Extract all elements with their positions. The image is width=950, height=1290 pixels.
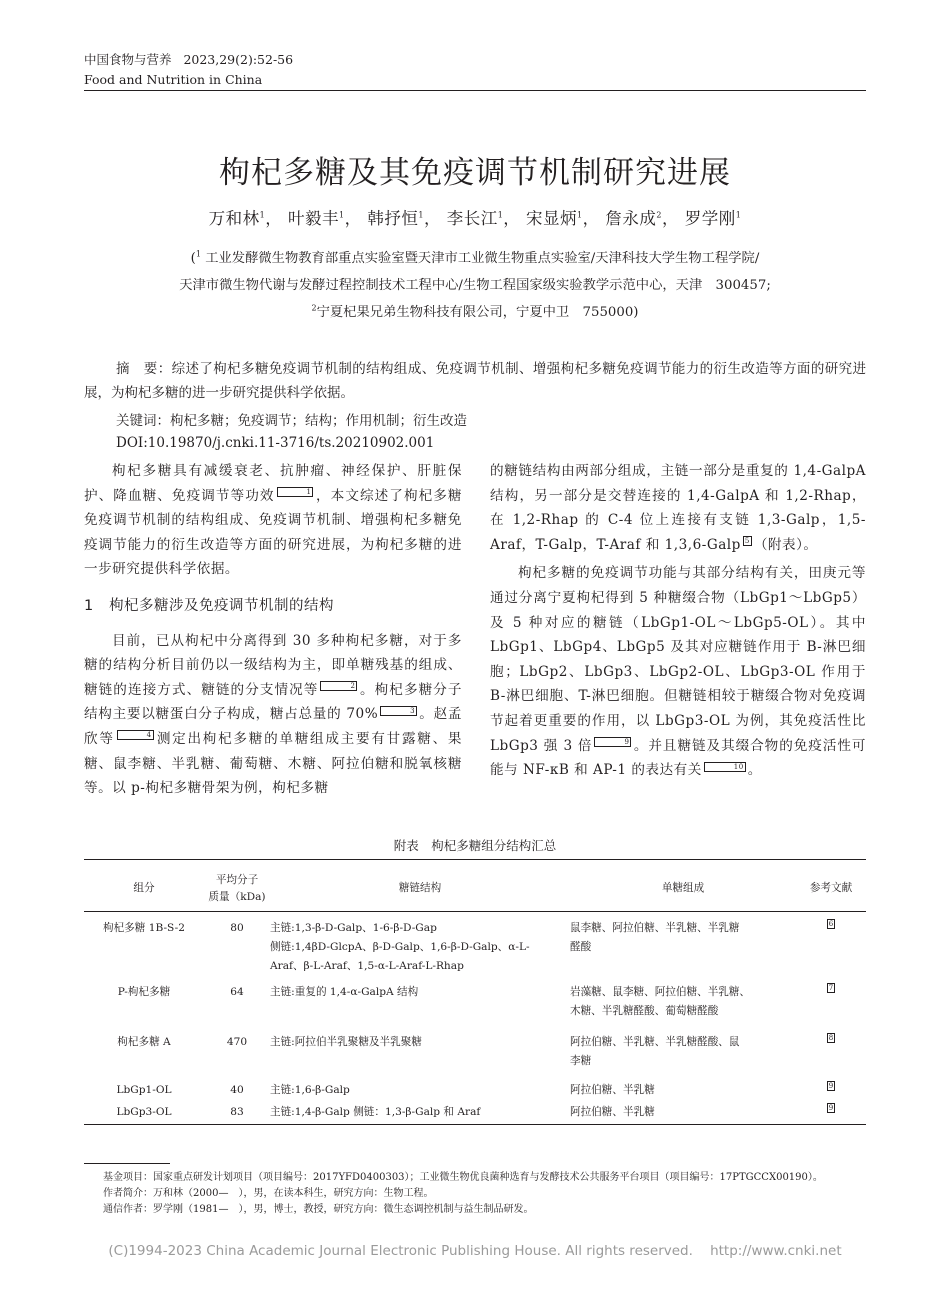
header-mono: 单糖组成 xyxy=(661,882,705,894)
citation: 7 xyxy=(828,984,834,993)
header-group: 组分 xyxy=(133,882,155,894)
citation: 2 xyxy=(320,681,357,691)
footnote-fund: 基金项目：国家重点研发计划项目（项目编号：2017YFD0400303）；工业微生物优良菌种选育与发酵技术公共服务平台项目（项目编号：17PTGCCX00190）。 xyxy=(103,1172,823,1183)
citation: 9 xyxy=(828,1104,834,1113)
table-row: LbGp3-OL 83 主链:1,4-β-Galp 侧链：1,3-β-Galp 和 Araf 阿拉伯糖、半乳糖 9 xyxy=(116,1104,834,1118)
table-header-row xyxy=(84,866,866,911)
table-top-rule xyxy=(84,859,866,860)
author: 叶毅丰$^1$ xyxy=(288,209,345,228)
journal-header xyxy=(84,52,293,68)
section-heading: 1 枸杞多糖涉及免疫调节机制的结构 xyxy=(84,597,335,614)
table-row: 枸杞多糖 A 470 主链:阿拉伯半乳聚糖及半乳聚糖 阿拉伯糖、半乳糖、半乳糖醛酸、鼠 李糖 8 xyxy=(117,1034,834,1067)
affiliation-line-2: 天津市微生物代谢与发酵过程控制技术工程中心/生物工程国家级实验教学示范中心，天津 300457; xyxy=(179,278,771,293)
table-caption: 附表 枸杞多糖组分结构汇总 xyxy=(393,838,557,853)
abstract xyxy=(84,358,866,405)
table-row: 枸杞多糖 1B-S-2 80 主链:1,3-β-D-Galp、1-6-β-D-Gap 侧链:1,4βD-GlcpA、β-D-Galp、1,6-β-D-Galp、α-L- Araf、β-L-Araf、1,5-α-L-Araf-L-Rhap 鼠李糖、阿拉伯糖、半乳糖、半乳糖 醛酸 6 xyxy=(102,920,834,972)
footnote-rule xyxy=(84,1163,170,1164)
affiliation-line-1: ($^1$ 工业发酵微生物教育部重点实验室暨天津市工业微生物重点实验室/天津科技大学生物工程学院/ xyxy=(190,249,760,266)
citation: 1 xyxy=(277,487,314,497)
citation: 10 xyxy=(704,762,746,772)
author: 万和林$^1$ xyxy=(208,209,266,228)
header-chain: 糖链结构 xyxy=(398,882,442,894)
citation: 5 xyxy=(744,537,750,546)
journal-name-cn: 中国食物与营养 xyxy=(84,52,172,67)
author: 韩抒恒$^1$ xyxy=(367,209,424,228)
footnote-corresponding: 通信作者：罗学刚（1981— ），男，博士，教授，研究方向：微生态调控机制与益生制品研发。 xyxy=(103,1204,534,1215)
journal-volume: 2023,29(2):52-56 xyxy=(183,52,294,67)
footnote-author: 作者简介：万和林（2000— ），男，在读本科生，研究方向：生物工程。 xyxy=(103,1188,434,1199)
body-paragraph: 目前，已从枸杞中分离得到 30 多种枸杞多糖，对于多糖的结构分析目前仍以一级结构为主，即单糖残基的组成、糖链的连接方式、糖链的分支情况等 2 。枸杞多糖分子结构主要以糖蛋白分子构成，糖占总量的 70% 3 。赵孟欣等 4 测定出枸杞多糖的单糖组成主要有甘露糖、果糖、鼠李糖、半乳糖、葡萄糖、木糖、阿拉伯糖和脱氧核糖等。以 p-枸杞多糖骨架为例，枸杞多糖 xyxy=(84,632,463,797)
paper-title: 枸杞多糖及其免疫调节机制研究进展 xyxy=(219,155,731,191)
abstract-text: 综述了枸杞多糖免疫调节机制的结构组成、免疫调节机制、增强枸杞多糖免疫调节能力的衍生改造等方面的研究进展，为枸杞多糖的进一步研究提供科学依据。 xyxy=(84,361,867,401)
abstract-label: 摘 要： xyxy=(116,361,172,377)
header-rule xyxy=(84,90,866,91)
author: 李长江$^1$ xyxy=(446,209,504,228)
table-row: P-枸杞多糖 64 主链:重复的 1,4-α-GalpA 结构 岩藻糖、鼠李糖、阿拉伯糖、半乳糖、 木糖、半乳糖醛酸、葡萄糖醛酸 7 xyxy=(117,984,834,1017)
journal-name-en: Food and Nutrition in China xyxy=(84,72,263,87)
doi: DOI:10.19870/j.cnki.11-3716/ts.20210902.001 xyxy=(116,435,435,451)
keywords: 关键词：枸杞多糖；免疫调节；结构；作用机制；衍生改造 xyxy=(116,413,467,429)
citation: 6 xyxy=(828,920,834,929)
header-ref: 参考文献 xyxy=(809,882,853,894)
body-paragraph: 的糖链结构由两部分组成，主链一部分是重复的 1,4-GalpA 结构，另一部分是交替连接的 1,4-GalpA 和 1,2-Rhap，在 1,2-Rhap 的 C-4 位上连接有支链 1,3-Galp，1,5-Araf，T-Galp，T-Araf 和 1,3,6-Galp 5 （附表）。 xyxy=(490,463,866,553)
copyright-line: (C)1994-2023 China Academic Journal Electronic Publishing House. All rights reserved. http://www.cnki.net xyxy=(108,1243,842,1259)
author-list: 万和林$^1$， 叶毅丰$^1$， 韩抒恒$^1$， 李长江$^1$， 宋显炳$^1$， 詹永成$^2$， 罗学刚$^1$ xyxy=(208,209,742,228)
header-mw: 平均分子 质量（kDa) xyxy=(208,873,266,903)
body-paragraph: 枸杞多糖的免疫调节功能与其部分结构有关，田庚元等通过分离宁夏枸杞得到 5 种糖缀合物（LbGp1～LbGp5）及 5 种对应的糖链（LbGp1-OL～LbGp5-OL）。其中 LbGp1、LbGp4、LbGp5 及其对应糖链作用于 B-淋巴细胞；LbGp2、LbGp3、LbGp2-OL、LbGp3-OL 作用于 B-淋巴细胞、T-淋巴细胞。但糖链相较于糖缀合物对免疫调节起着更重要的作用，以 LbGp3-OL 为例，其免疫活性比 LbGp3 强 3 倍 9 。并且糖链及其缀合物的免疫活性可能与 NF-κB 和 AP-1 的表达有关 10 。 xyxy=(490,565,866,779)
right-column xyxy=(490,459,866,783)
table-row: LbGp1-OL 40 主链:1,6-β-Galp 阿拉伯糖、半乳糖 9 xyxy=(116,1082,834,1096)
author: 宋显炳$^1$ xyxy=(526,209,583,228)
summary-table xyxy=(84,866,866,1123)
author: 罗学刚$^1$ xyxy=(684,209,742,228)
citation: 9 xyxy=(594,737,631,747)
citation: 8 xyxy=(828,1034,834,1043)
left-column xyxy=(84,459,462,801)
citation: 9 xyxy=(828,1082,834,1091)
citation: 4 xyxy=(117,730,154,740)
table-bottom-rule xyxy=(84,1124,866,1125)
intro-paragraph: 枸杞多糖具有减缓衰老、抗肿瘤、神经保护、肝脏保护、降血糖、免疫调节等功效 1 ，本文综述了枸杞多糖免疫调节机制的结构组成、免疫调节机制、增强枸杞多糖免疫调节能力的衍生改造等方面的研究进展，为枸杞多糖的进一步研究提供科学依据。 xyxy=(84,463,463,578)
author: 詹永成$^2$ xyxy=(605,209,662,228)
citation: 3 xyxy=(380,706,417,716)
affiliation-line-3: $^2$宁夏杞果兄弟生物科技有限公司，宁夏中卫 755000) xyxy=(311,303,639,320)
